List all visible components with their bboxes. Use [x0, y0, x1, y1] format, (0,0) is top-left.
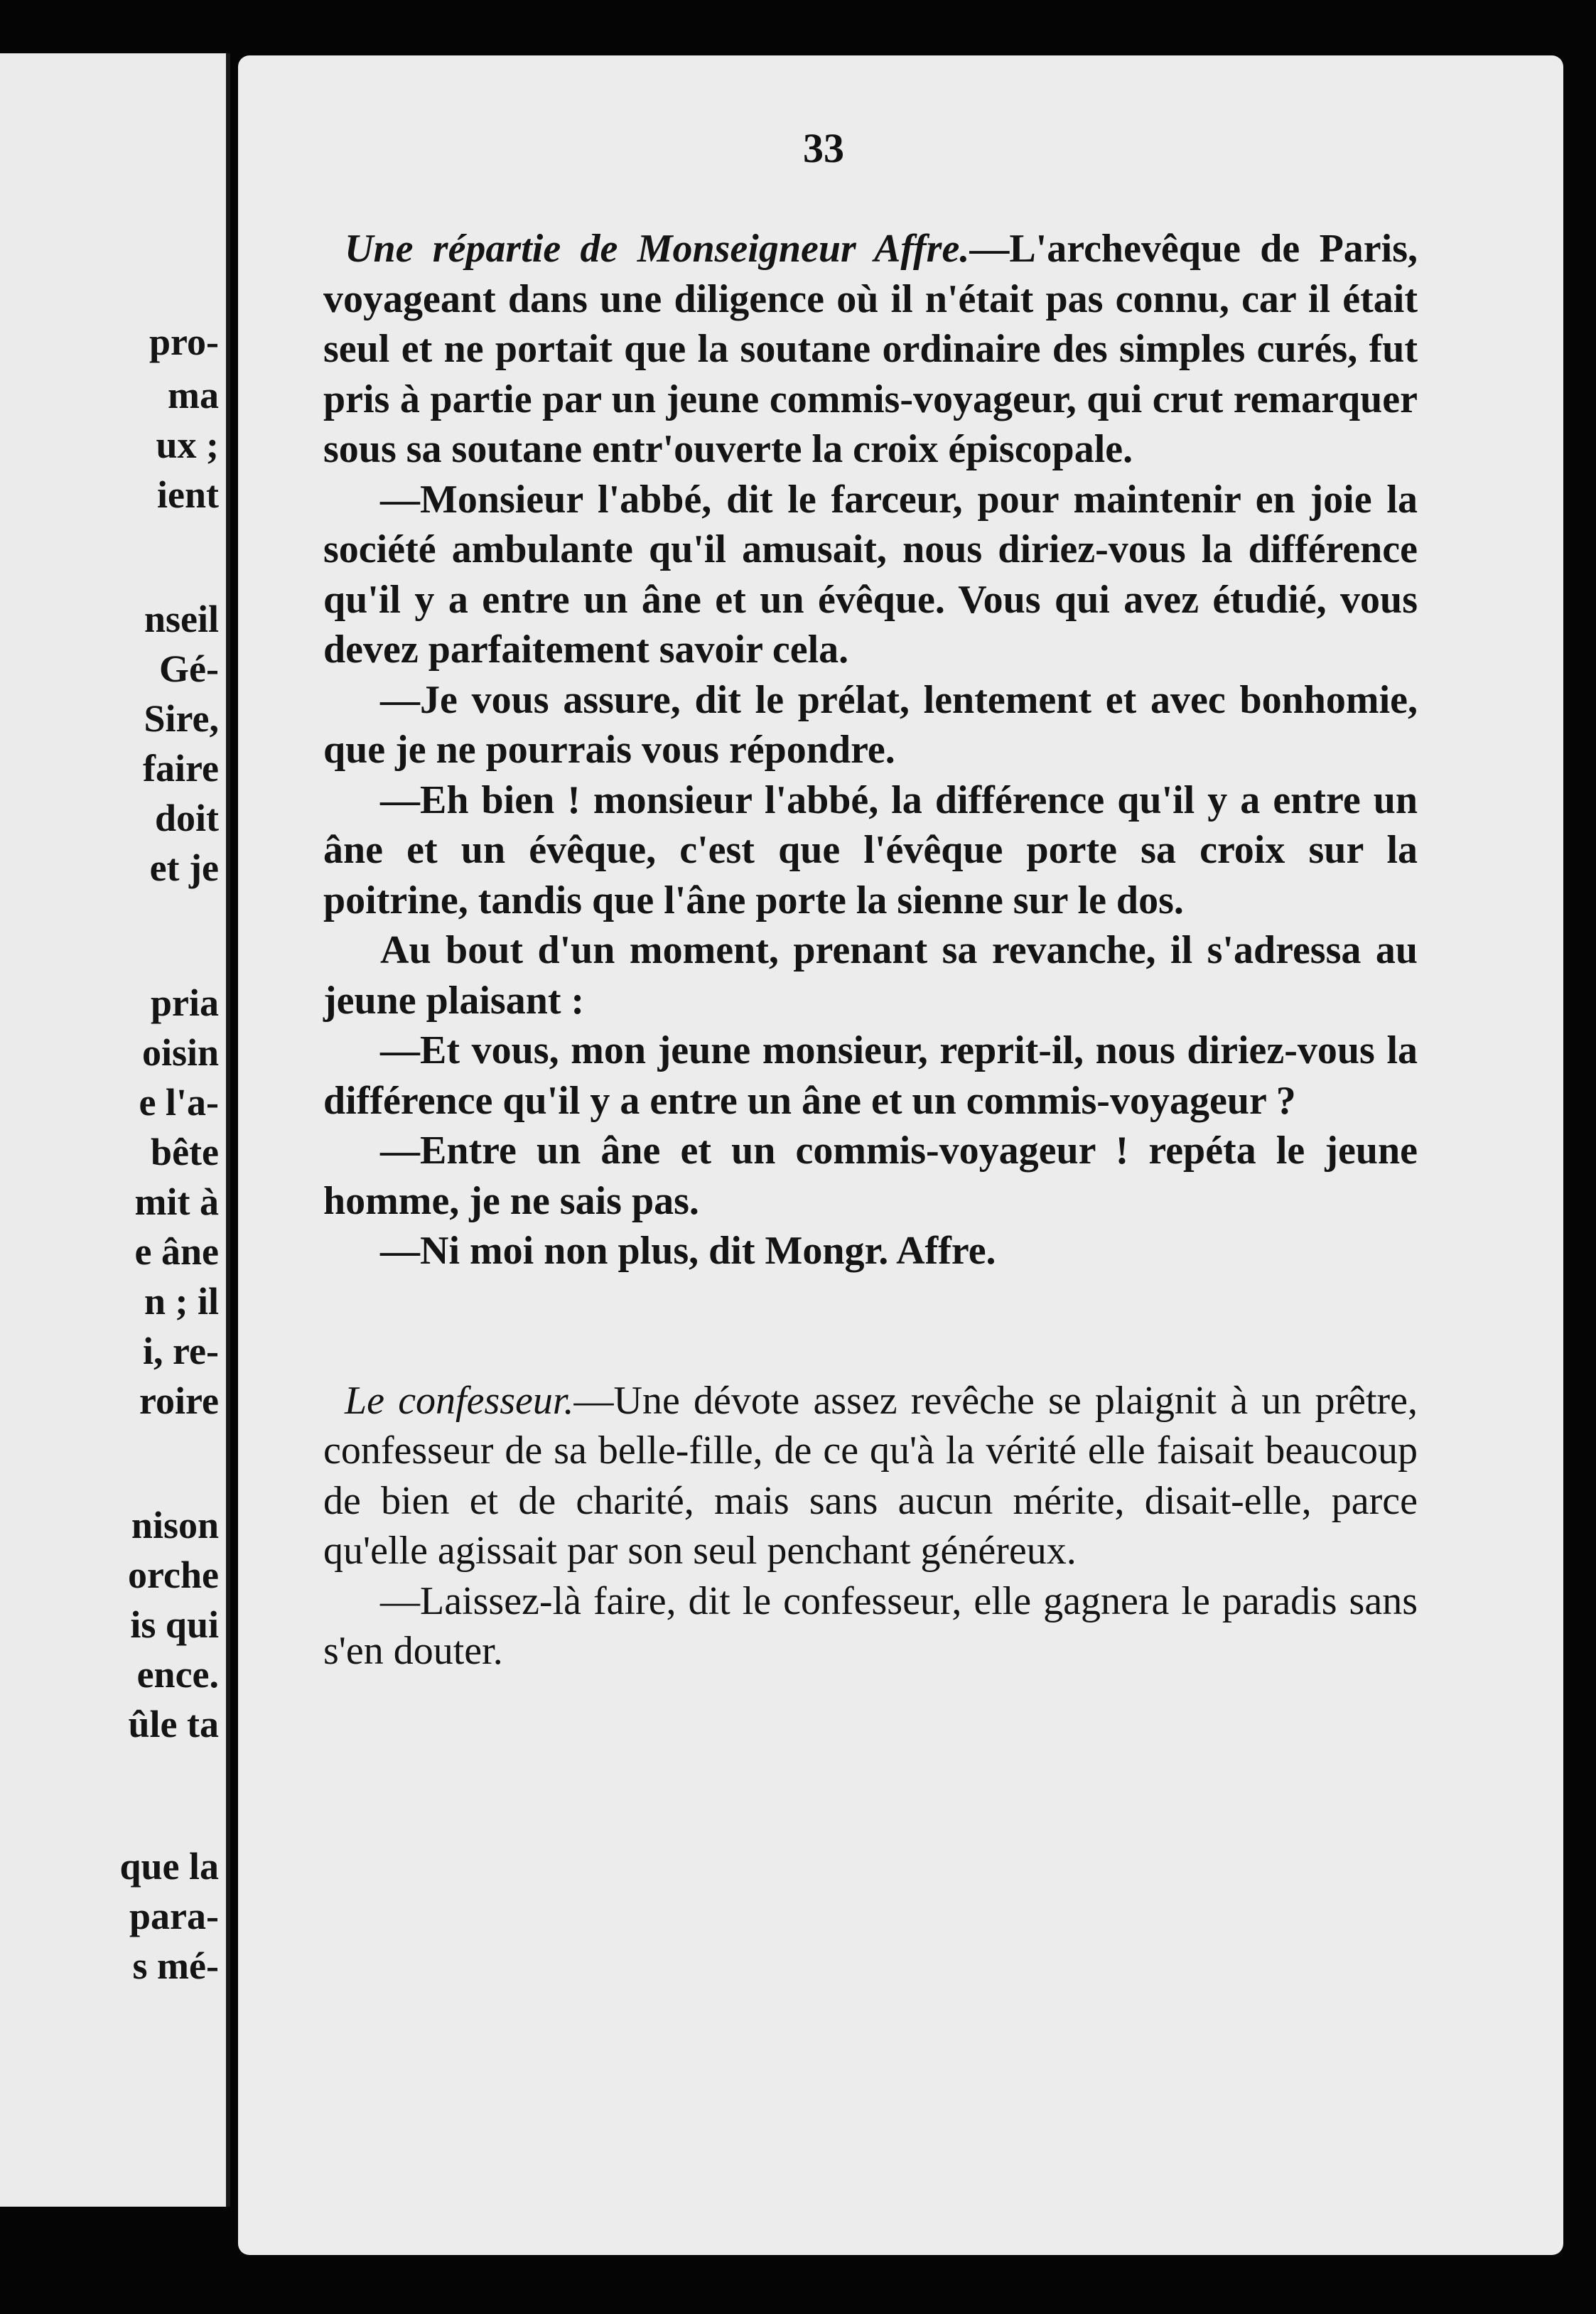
left-page-fragment: is qui: [130, 1603, 219, 1646]
paragraph: —Entre un âne et un commis-voyageur ! repéta le jeune homme, je ne sais pas.: [323, 1129, 1418, 1223]
story-one-title: Une répartie de Monseigneur Affre.: [345, 227, 970, 271]
left-page-fragment: Gé-: [159, 647, 219, 690]
left-page-fragment: para-: [129, 1895, 219, 1937]
left-page-fragment: ux ;: [156, 424, 219, 466]
left-page-fragment: bête: [151, 1131, 219, 1173]
page-text: [323, 224, 1418, 1677]
left-page-fragment: Sire,: [144, 697, 219, 740]
left-page-fragment: ma: [168, 374, 219, 416]
left-page-fragment: pria: [150, 981, 219, 1024]
story-two-title: Le confesseur.: [345, 1378, 574, 1423]
left-page-fragment: oisin: [141, 1031, 219, 1074]
left-page-fragment: que la: [119, 1845, 219, 1888]
paragraph: —Laissez-là faire, dit le confesseur, elle gagnera le paradis sans s'en douter.: [323, 1578, 1418, 1673]
story-one-intro: [323, 224, 1418, 475]
left-page-fragment: orche: [128, 1554, 219, 1596]
paragraph: —Ni moi non plus, dit Mongr. Affre.: [380, 1229, 996, 1273]
left-page-fragment: doit: [154, 797, 219, 839]
left-page-fragment: n ; il: [144, 1280, 219, 1323]
paragraph: —Je vous assure, dit le prélat, lentement et avec bonhomie, que je ne pourrais vous répondre.: [323, 677, 1418, 772]
page-number: 33: [803, 125, 844, 171]
paragraph: —Eh bien ! monsieur l'abbé, la différence qu'il y a entre un âne et un évêque, c'est que l'évêque porte sa croix sur la poitrine, tandis que l'âne porte la sienne sur le dos.: [323, 777, 1418, 922]
story-one-intro-text: —L'archevêque de Paris, voyageant dans une diligence où il n'était pas connu, car il était seul et ne portait que la soutane ordinaire des simples curés, fut pris à partie par un jeune commis-voyageur, qui crut remarquer sous sa soutane entr'ouverte la croix épiscopale.: [323, 227, 1418, 471]
left-page-fragment: s mé-: [132, 1944, 219, 1987]
left-page-fragment: faire: [143, 747, 219, 790]
left-page-fragment: roire: [139, 1379, 219, 1422]
paragraph: Au bout d'un moment, prenant sa revanche, il s'adressa au jeune plaisant :: [323, 928, 1418, 1023]
left-page-fragment: ient: [157, 473, 219, 516]
paragraph: —Et vous, mon jeune monsieur, reprit-il, nous diriez-vous la différence qu'il y a entre un âne et un commis-voyageur ?: [323, 1028, 1418, 1123]
left-page-fragment: nison: [131, 1504, 219, 1546]
story-two-intro: [323, 1376, 1418, 1576]
left-facing-page: [0, 53, 230, 2207]
left-page-fragment: i, re-: [143, 1330, 219, 1372]
left-page-fragment: e âne: [134, 1230, 219, 1273]
paragraph: —Monsieur l'abbé, dit le farceur, pour maintenir en joie la société ambulante qu'il amusait, nous diriez-vous la différence qu'il y a entre un âne et un évêque. Vous qui avez étudié, vous devez parfaitement savoir cela.: [323, 477, 1418, 672]
left-page-fragment: mit à: [134, 1180, 219, 1223]
left-page-fragment: ûle ta: [128, 1703, 219, 1745]
left-page-fragment: nseil: [144, 598, 219, 640]
left-page-fragment: et je: [149, 846, 219, 889]
left-page-fragment: ence.: [136, 1653, 219, 1696]
story-two-intro-text: —Une dévote assez revêche se plaignit à un prêtre, confesseur de sa belle-fille, de ce qu'à la vérité elle faisait beaucoup de bien et de charité, mais sans aucun mérite, disait-elle, parce qu'elle agissait par son seul penchant généreux.: [323, 1378, 1418, 1573]
left-page-fragment: e l'a-: [139, 1081, 219, 1124]
left-page-fragment: pro-: [149, 321, 219, 363]
